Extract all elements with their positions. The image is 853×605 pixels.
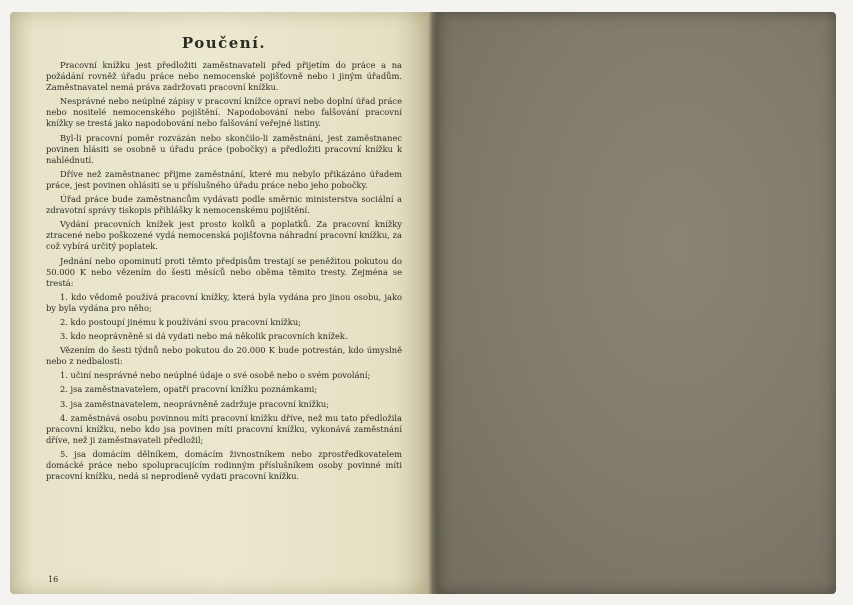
instructions-text bbox=[46, 34, 402, 485]
list-item: 2. jsa zaměstnavatelem, opatří pracovní knížku poznámkami; bbox=[60, 384, 318, 395]
list-item: 2. kdo postoupí jinému k používání svou pracovní knížku; bbox=[60, 316, 301, 327]
list-item: 3. kdo neoprávněně si dá vydati nebo má několik pracovních knížek. bbox=[60, 331, 348, 342]
page-number: 16 bbox=[48, 575, 59, 584]
paragraph: Nesprávné nebo neúplné zápisy v pracovní knížce opraví nebo doplní úřad práce nebo nositelé nemocenského pojištění. Napodobování nebo falšování pracovní knížky se trestá jako napodobování nebo falšování veřejné listiny. bbox=[46, 96, 402, 129]
right-page-cover bbox=[438, 12, 836, 594]
paragraph: Vydání pracovních knížek jest prosto kolků a poplatků. Za pracovní knížky ztracené nebo poškozené vydá nemocenská pojišťovna náhradní pracovní knížku, za což vybírá určitý poplatek. bbox=[46, 219, 402, 252]
paragraph: Pracovní knížku jest předložiti zaměstnavateli před přijetím do práce a na požádání rovněž úřadu práce nebo nemocenské pojišťovně nebo i jiným úřadům. Zaměstnavatel nemá práva zadržovati pracovní knížku. bbox=[46, 60, 402, 93]
booklet-spine bbox=[428, 12, 438, 594]
list-item: 5. jsa domácím dělníkem, domácím živnostníkem nebo zprostředkovatelem domácké práce nebo spolupracujícím rodinným příslušníkem osoby povinné míti pracovní knížku, nedá si neprodleně vydati pracovní knížku. bbox=[46, 448, 402, 482]
list-item: 4. zaměstnává osobu povinnou míti pracovní knížku dříve, než mu tato předložila pracovní knížku, nebo kdo jsa povinen míti pracovní knížku, vykonává zaměstnání dříve, než ji zaměstnavateli předložil; bbox=[46, 412, 402, 445]
left-page bbox=[10, 12, 428, 594]
paragraph: Úřad práce bude zaměstnancům vydávati podle směrnic ministerstva sociální a zdravotní správy tiskopis přihlášky k nemocenskému pojištění. bbox=[46, 194, 402, 216]
open-booklet bbox=[10, 12, 836, 594]
paragraph: Jednání nebo opominutí proti těmto předpisům trestají se peněžitou pokutou do 50.000 K nebo vězením do šesti měsíců nebo oběma těmito tresty. Zejména se trestá: bbox=[46, 255, 402, 288]
list-item: 1. kdo vědomě používá pracovní knížky, která byla vydána pro jinou osobu, jako by byla vydána pro něho; bbox=[46, 291, 402, 313]
paragraph: Dříve než zaměstnanec přijme zaměstnání, které mu nebylo přikázáno úřadem práce, jest povinen ohlásiti se u příslušného úřadu práce nebo jeho pobočky. bbox=[46, 168, 402, 190]
list-item: 1. učiní nesprávné nebo neúplné údaje o své osobě nebo o svém povolání; bbox=[60, 370, 371, 381]
page-title: Poučení. bbox=[181, 34, 267, 52]
list-item: 3. jsa zaměstnavatelem, neoprávněně zadržuje pracovní knížku; bbox=[60, 398, 330, 409]
paragraph: Vězením do šesti týdnů nebo pokutou do 20.000 K bude potrestán, kdo úmyslně nebo z nedbalosti: bbox=[46, 345, 402, 367]
paragraph: Byl-li pracovní poměr rozvázán nebo skončilo-li zaměstnání, jest zaměstnanec povinen hlásiti se osobně u úřadu práce (pobočky) a předložiti pracovní knížku k nahlédnutí. bbox=[46, 132, 402, 165]
